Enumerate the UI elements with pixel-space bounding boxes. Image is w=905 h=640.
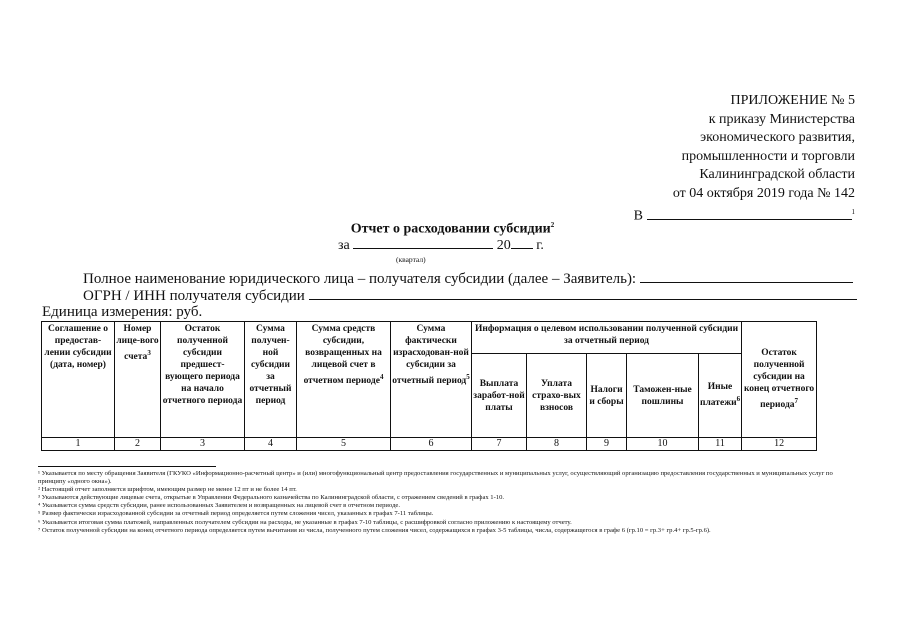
report-title-text: Отчет о расходовании субсидии — [350, 221, 551, 237]
year-field[interactable] — [511, 248, 533, 249]
column-number-8: 8 — [527, 438, 587, 451]
header-received-amount: Сумма получен-ной субсидии за отчетный период — [245, 322, 297, 438]
inn-label: ОГРН / ИНН получателя субсидии — [83, 288, 305, 304]
footnote-3: ³ Указываются действующие лицевые счета, открытые в Управлении Федерального казначейства по Калининградской области, с отражением сведений в графах 1-10. — [38, 494, 505, 502]
column-number-5: 5 — [297, 438, 391, 451]
footnote-5: ⁵ Размер фактически израсходованной субсидии за отчетный период определяется путем сложения чисел, указанных в графах 7-11 таблицы. — [38, 510, 434, 518]
ministry-line-1: экономического развития, — [700, 130, 855, 145]
footnotes — [38, 470, 853, 535]
recipient-field[interactable] — [647, 219, 852, 220]
recipient-footnote-mark: 1 — [851, 208, 855, 216]
period-prefix: за — [338, 238, 350, 253]
column-number-12: 12 — [742, 438, 817, 451]
column-number-1: 1 — [42, 438, 115, 451]
appendix-header — [630, 92, 855, 226]
inn-field[interactable] — [309, 299, 857, 300]
appendix-number: ПРИЛОЖЕНИЕ № 5 — [730, 93, 855, 108]
ministry-line-2: промышленности и торговли — [681, 148, 855, 164]
full-name-label: Полное наименование юридического лица – получателя субсидии (далее – Заявитель): — [83, 271, 637, 287]
header-insurance: Уплата страхо-вых взносов — [527, 354, 587, 438]
order-line: к приказу Министерства — [708, 111, 855, 127]
unit-label: Единица измерения: руб. — [42, 304, 203, 320]
header-account-number: Номер лице-вого счета$^3$ — [115, 322, 161, 438]
header-returned-amount: Сумма средств субсидии, возвращенных на лицевой счет в отчетном периоде$^4$ — [297, 322, 391, 438]
column-number-3: 3 — [161, 438, 245, 451]
footnote-6: ⁶ Указывается итоговая сумма платежей, направленных получателем субсидии на расходы, не указанные в графах 7-10 таблицы, с расшифровкой согласно приложению к настоящему отчету. — [38, 518, 572, 526]
header-spent-amount: Сумма фактически израсходован-ной субсидии за отчетный период$^5$ — [391, 322, 472, 438]
footnote-divider — [38, 466, 216, 467]
title-footnote-mark: 2 — [550, 221, 555, 229]
quarter-field[interactable] — [353, 248, 493, 249]
header-taxes: Налоги и сборы — [587, 354, 627, 438]
recipient-prefix: В — [633, 208, 643, 224]
footnote-7: ⁷ Остаток полученной субсидии на конец отчетного периода определяется путем вычитания из числа, полученного путем сложения чисел, содержащихся в графах 3-5 таблицы, числа, содержащегося в графе 6 (гр.10 = гр.3+ гр.4+ гр.5-гр.6). — [38, 526, 711, 534]
column-number-6: 6 — [391, 438, 472, 451]
column-number-2: 2 — [115, 438, 161, 451]
footnote-4: ⁴ Указывается сумма средств субсидии, ранее использованных Заявителем и возвращенных на лицевой счет в отчетном периоде. — [38, 502, 401, 510]
region-line: Калининградской области — [699, 167, 855, 182]
column-number-4: 4 — [245, 438, 297, 451]
inn-row — [83, 288, 857, 305]
column-number-row — [42, 438, 817, 451]
footnote-1: ¹ Указывается по месту обращения Заявителя (ГКУКО «Информационно-расчетный центр» и (или) многофункциональный центр предоставления государственных и муниципальных услуг, осуществляющий организацию предоставления государственных и муниципальных услуг по принципу «одного окна»). — [38, 470, 833, 486]
column-number-11: 11 — [699, 438, 742, 451]
header-other-payments: Иные платежи$^6$ — [699, 354, 742, 438]
footnote-2: ² Настоящий отчет заполняется шрифтом, имеющим размер не менее 12 пт и не более 14 пт. — [38, 486, 297, 494]
quarter-hint: (квартал) — [396, 255, 426, 264]
column-number-10: 10 — [627, 438, 699, 451]
header-customs: Таможен-ные пошлины — [627, 354, 699, 438]
column-number-9: 9 — [587, 438, 627, 451]
period-year: 20 — [496, 238, 511, 253]
report-period — [338, 238, 544, 254]
header-salary: Выплата заработ-ной платы — [472, 354, 527, 438]
period-suffix: г. — [536, 238, 544, 253]
order-date: от 04 октября 2019 года № 142 — [672, 185, 855, 201]
full-name-row — [83, 271, 853, 288]
subsidy-table — [41, 321, 817, 451]
header-closing-balance: Остаток полученной субсидии на конец отчетного периода$^7$ — [742, 322, 817, 438]
header-agreement: Соглашение о предостав-лении субсидии (дата, номер) — [42, 322, 115, 438]
header-opening-balance: Остаток полученной субсидии предшест-вующего периода на начало отчетного периода — [161, 322, 245, 438]
column-number-7: 7 — [472, 438, 527, 451]
header-target-use-group: Информация о целевом использовании полученной субсидии за отчетный период — [472, 322, 742, 354]
report-title — [0, 221, 905, 238]
full-name-field[interactable] — [640, 282, 853, 283]
